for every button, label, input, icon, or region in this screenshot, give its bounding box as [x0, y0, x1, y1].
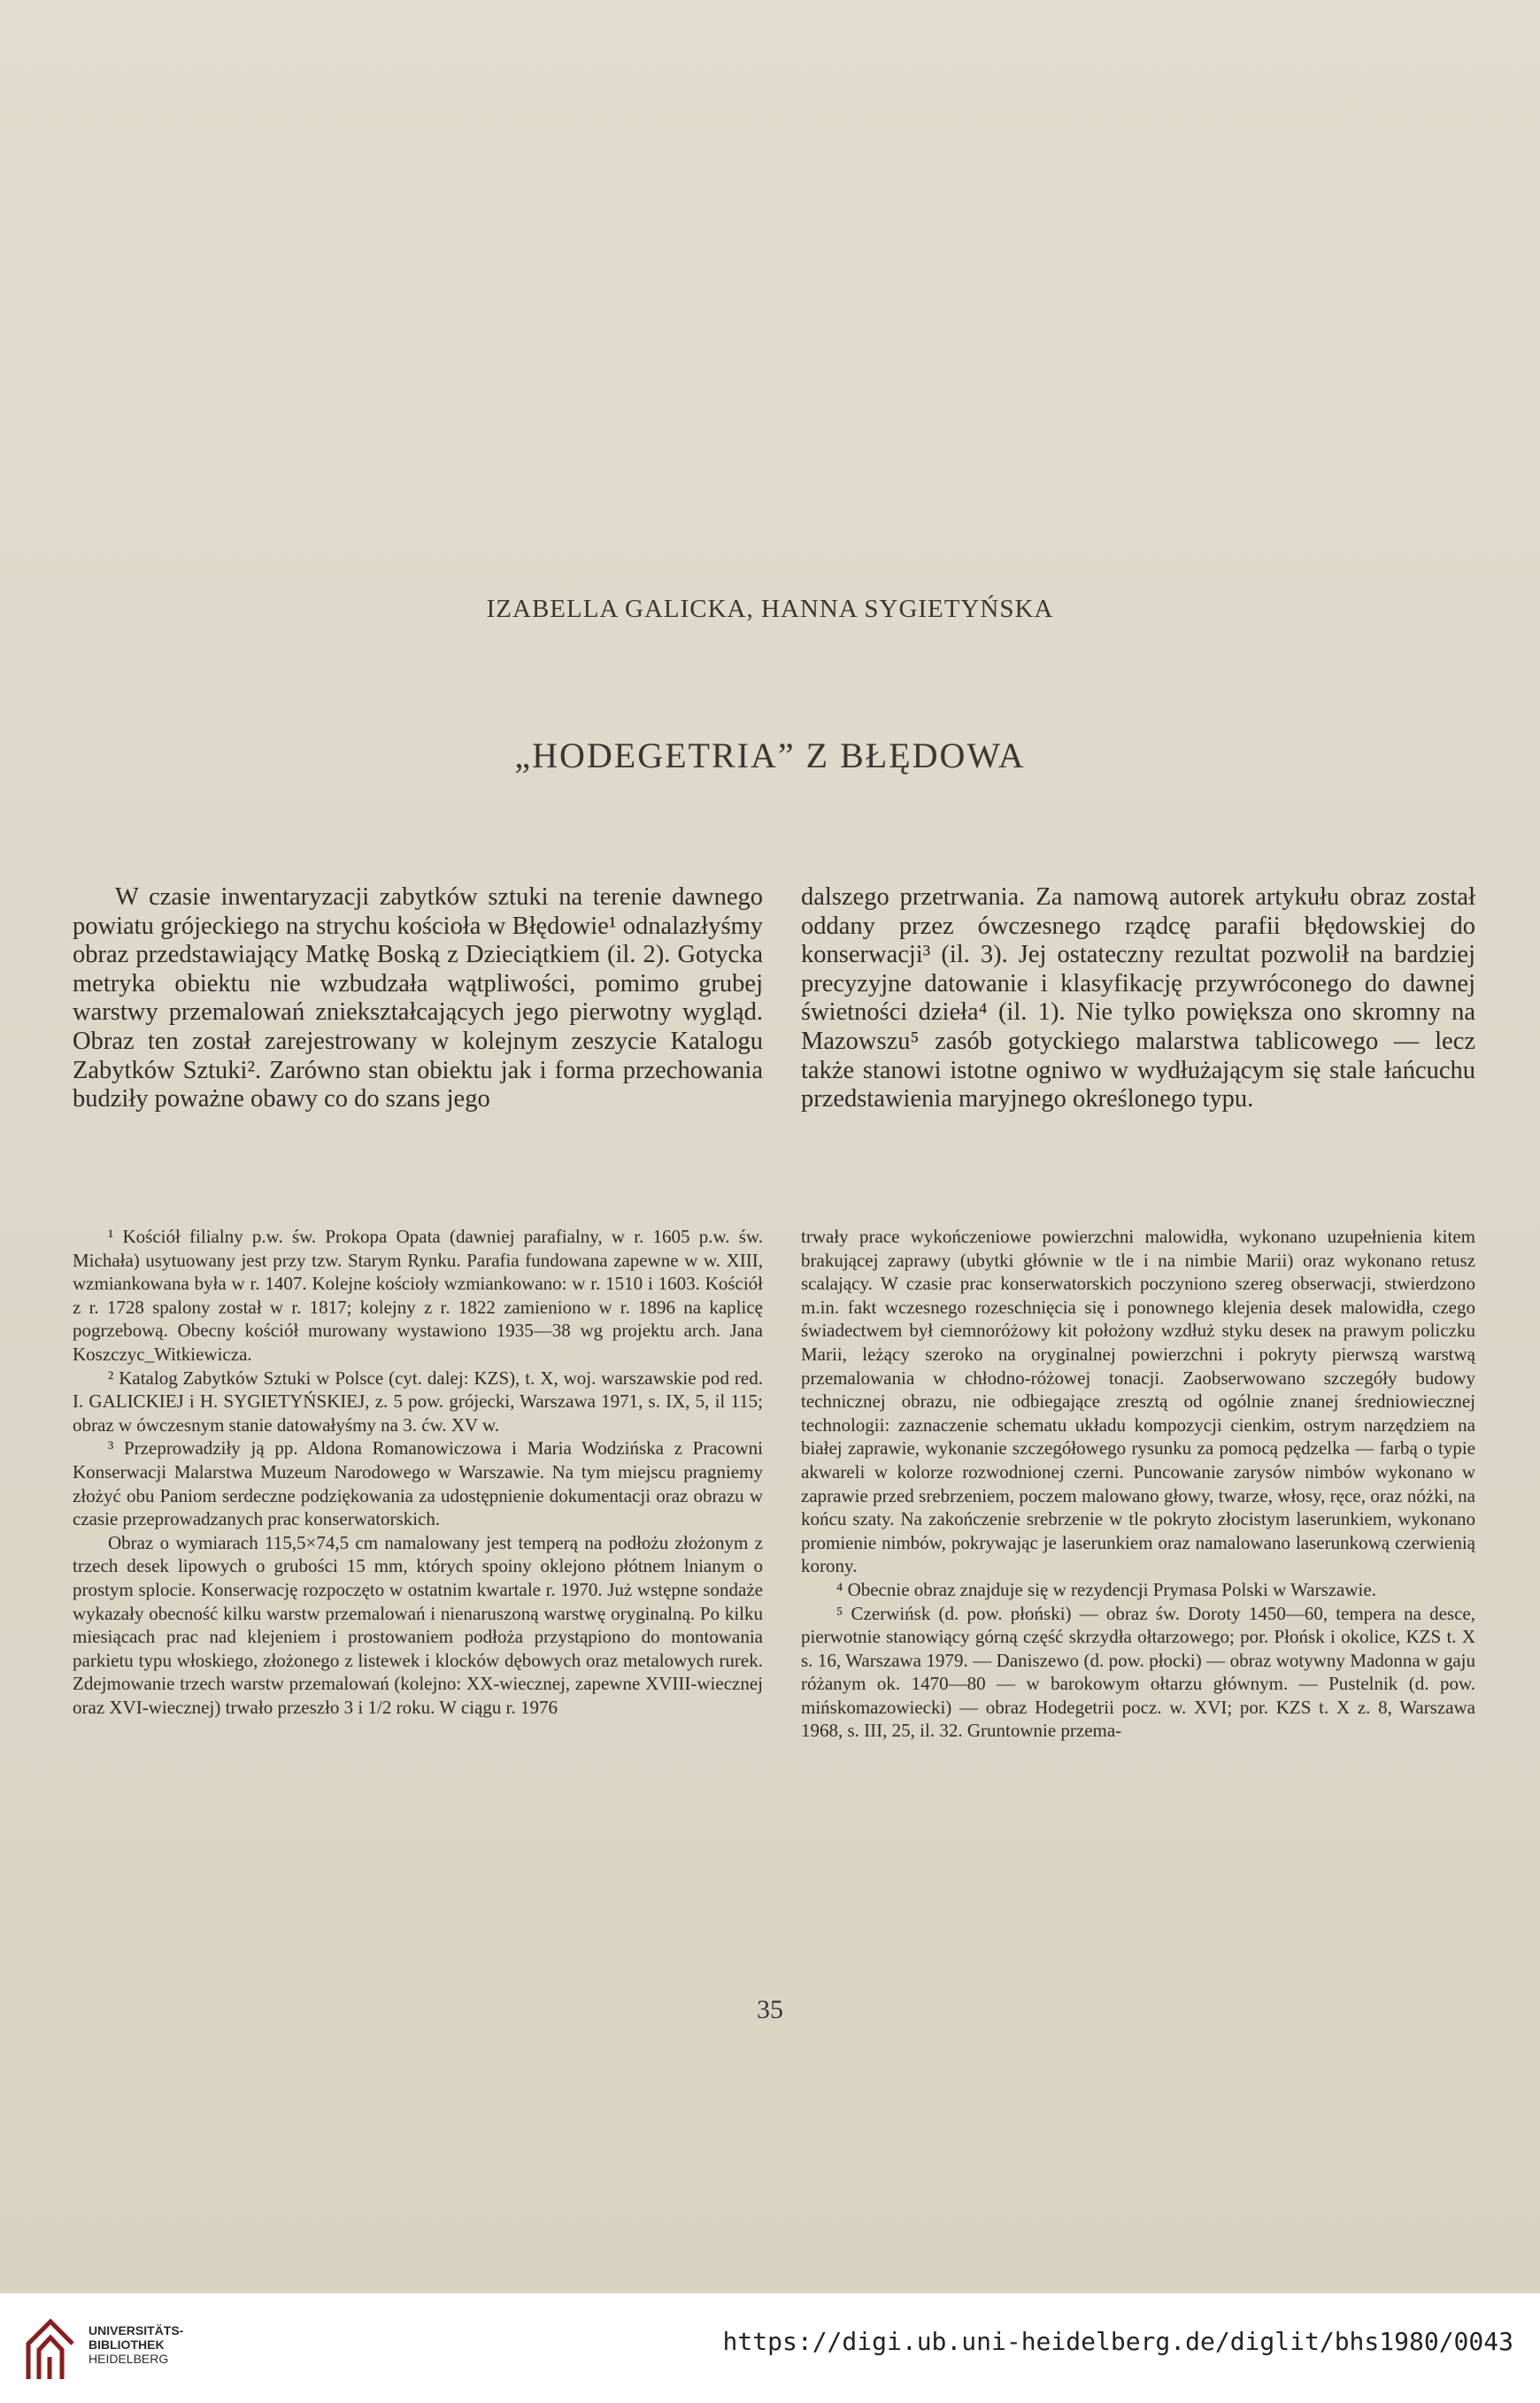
- library-name-line3: HEIDELBERG: [89, 2352, 169, 2366]
- footnote-4: ⁴ Obecnie obraz znajduje się w rezydencji Prymasa Polski w Warszawie.: [836, 1578, 1376, 1600]
- footnotes-right: [801, 1225, 1475, 1743]
- footnote-3: ³ Przeprowadziły ją pp. Aldona Romanowiczowa i Maria Wodzińska z Pracowni Konserwacji Malarstwa Muzeum Narodowego w Warszawie. Na tym miejscu pragniemy złożyć obu Paniom serdeczne podziękowania za udostępnienie dokumentacji oraz obrazu w czasie przeprowadzanych prac konserwatorskich.: [73, 1437, 763, 1530]
- authors-line: IZABELLA GALICKA, HANNA SYGIETYŃSKA: [486, 595, 1054, 623]
- footnote-2: ² Katalog Zabytków Sztuki w Polsce (cyt. dalej: KZS), t. X, woj. warszawskie pod red. I. GALICKIEJ i H. SYGIETYŃSKIEJ, z. 5 pow. grójecki, Warszawa 1971, s. IX, 5, il 115; obraz w ówczesnym stanie datowałyśmy na 3. ćw. XV w.: [73, 1367, 763, 1436]
- library-footer: [0, 2292, 1540, 2403]
- body-paragraph: dalszego przetrwania. Za namową autorek artykułu obraz został oddany przez ówczesnego rządcę parafii błędowskiej do konserwacji³ (il. 3). Jej ostateczny rezultat pozwolił na bardziej precyzyjne datowanie i klasyfikację przywróconego do dawnej świetności dzieła⁴ (il. 1). Nie tylko powiększa ono skromny na Mazowszu⁵ zasób gotyckiego malarstwa tablicowego — lecz także stanowi istotne ogniwo w wydłużającym się stale łańcuchu przedstawienia maryjnego określonego typu.: [801, 883, 1475, 1113]
- library-name: [89, 2323, 183, 2366]
- footnote-5: ⁵ Czerwińsk (d. pow. płoński) — obraz św. Doroty 1450—60, tempera na desce, pierwotnie stanowiący górną część skrzydła ołtarzowego; por. Płońsk i okolice, KZS t. X s. 16, Warszawa 1979. — Daniszewo (d. pow. płocki) — obraz wotywny Madonna w gaju różanym ok. 1470—80 — w barokowym ołtarzu głównym. — Pustelnik (d. pow. mińskomazowiecki) — obraz Hodegetrii pocz. w. XVI; por. KZS t. X z. 8, Warszawa 1968, s. III, 25, il. 32. Gruntownie przema-: [801, 1602, 1475, 1742]
- footnotes-left: [73, 1225, 763, 1719]
- article-title: „HODEGETRIA” Z BŁĘDOWA: [514, 736, 1026, 775]
- body-paragraph: W czasie inwentaryzacji zabytków sztuki na terenie dawnego powiatu grójeckiego na strychu kościoła w Błędowie¹ odnalazłyśmy obraz przedstawiający Matkę Boską z Dzieciątkiem (il. 2). Gotycka metryka obiektu nie wzbudzała wątpliwości, pomimo grubej warstwy przemalowań zniekształcających jego pierwotny wygląd. Obraz ten został zarejestrowany w kolejnym zeszycie Katalogu Zabytków Sztuki². Zarówno stan obiektu jak i forma przechowania budziły poważne obawy co do szans jego: [73, 883, 763, 1113]
- body-column-right: [801, 883, 1475, 1114]
- body-column-left: [73, 883, 763, 1114]
- footnote-3-continued: Obraz o wymiarach 115,5×74,5 cm namalowany jest temperą na podłożu złożonym z trzech desek lipowych o grubości 15 mm, których spoiny oklejono płótnem lnianym o prostym splocie. Konserwację rozpoczęto w ostatnim kwartale r. 1970. Już wstępne sondaże wykazały obecność kilku warstw przemalowań i nienaruszoną warstwę oryginalną. Po kilku miesiącach prac nad klejeniem i prostowaniem podłoża przystąpiono do montowania parkietu typu włoskiego, złożonego z listewek i klocków dębowych oraz metalowych rurek. Zdejmowanie trzech warstw przemalowań (kolejno: XX-wiecznej, zapewne XVIII-wiecznej oraz XVI-wiecznej) trwało przeszło 3 i 1/2 roku. W ciągu r. 1976: [73, 1531, 763, 1718]
- footnote-1: ¹ Kościół filialny p.w. św. Prokopa Opata (dawniej parafialny, w r. 1605 p.w. św. Michała) usytuowany jest przy tzw. Starym Rynku. Parafia fundowana zapewne w w. XIII, wzmiankowana była w r. 1407. Kolejne kościoły wzmiankowano: w r. 1510 i 1603. Kościół z r. 1728 spalony został w r. 1817; kolejny z r. 1822 zamieniono w r. 1896 na kaplicę pogrzebową. Obecny kościół murowany wystawiono 1935—38 wg projektu arch. Jana Koszczyc_Witkiewicza.: [73, 1226, 763, 1365]
- library-name-line1: UNIVERSITÄTS-: [89, 2323, 184, 2338]
- source-url-link[interactable]: https://digi.ub.uni-heidelberg.de/diglit/bhs1980/0043: [722, 2327, 1513, 2356]
- page-number: 35: [757, 1995, 783, 2024]
- footnote-3-continued-right: trwały prace wykończeniowe powierzchni malowidła, wykonano uzupełnienia kitem brakującej zaprawy (ubytki głównie w tle i na nimbie Marii) oraz wykonano retusz scalający. W czasie prac konserwatorskich poczyniono szereg obserwacji, stwierdzono m.in. fakt wczesnego rozeschnięcia się i ponownego klejenia desek malowidła, czego świadectwem był ciemnoróżowy kit położony wzdłuż styku deseк na prawym policzku Marii, leżący szeroko na oryginalnej powierzchni i pokryty pierwszą warstwą przemalowania w chłodno-różowej tonacji. Zaobserwowano szczegóły budowy technicznej obrazu, nie odbiegające zresztą od ogólnie znanej średniowiecznej technologii: zaznaczenie schematu układu kompozycji cienkim, ostrym narzędziem na białej zaprawie, wykonanie szczegółowego rysunku za pomocą pędzelka — farbą o typie akwareli w kolorze rozwodnionej czerni. Puncowanie zarysów nimbów wykonano w zaprawie przed srebrzeniem, poczem malowano głowy, twarze, włosy, ręce, oraz nóżki, na końcu szaty. Na zakończenie srebrzenie w tle pokryto złocistym laserunkiem, wykonano promienie nimbów, pokrywając je laserunkiem oraz namalowano laserunkową czerwienią korony.: [801, 1226, 1475, 1577]
- library-logo-icon[interactable]: [19, 2313, 81, 2384]
- library-name-line2: BIBLIOTHEK: [89, 2338, 165, 2352]
